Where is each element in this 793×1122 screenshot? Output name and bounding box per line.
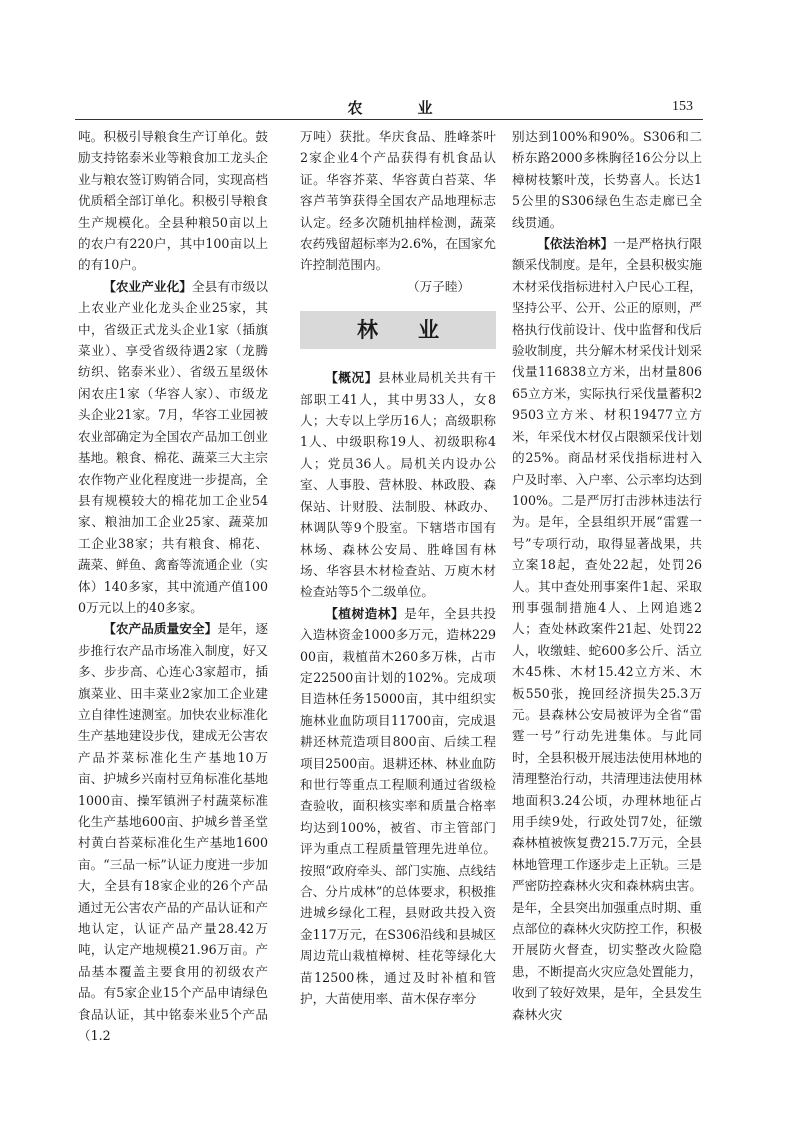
paragraph: [78, 618, 268, 1046]
paragraph-text: 是年，全县共投入造林资金1000多万元，造林22900亩，栽植苗木260多万株，占市定22500亩计划的102%。完成项目造林任务15000亩，其中组织实施林业血防项目11700亩，完成退耕还林荒造项目800亩、后续工程项目2500亩。退耕还林、林业血防和世行等重点工程顺利通过省级检查验收，面积核实率和质量合格率均达到100%，被省、市主管部门评为重点工程质量管理先进单位。按照“政府牵头、部门实施、点线结合、分片成林”的总体要求，积极推进城乡绿化工程，县财政共投入资金117万元，在S306沿线和县城区周边荒山栽植樟树、桂花等绿化大苗12500株，通过及时补植和管护，大苗使用率、苗木保存率分: [300, 605, 497, 1007]
paragraph: 别达到100%和90%。S306和二桥东路2000多株胸径16公分以上樟树枝繁叶茂，长势喜人。长达15公里的S306绿色生态走廊已全线贯通。: [512, 129, 702, 230]
paragraph: [78, 276, 268, 619]
paragraph: [300, 603, 496, 1010]
paragraph-text: 县林业局机关共有干部职工41人，其中男33人，女8人；大专以上学历16人；高级职称1人、中级职称19人、初级职称4人；党员36人。局机关内设办公室、人事股、营林股、林政股、森保站、计财股、法制股、林政办、林调队等9个股室。下辖塔市国有林场、森林公安局、胜峰国有林场、华容县木材检查站、万庾木材检查站等5个二级单位。: [300, 370, 497, 600]
author-credit: （万子睦）: [407, 278, 470, 294]
column-2: [300, 126, 496, 1062]
section-keyword: 【农业产业化】: [103, 278, 192, 294]
running-header-section: 农 业: [347, 99, 453, 117]
paragraph: 吨。积极引导粮食生产订单化。鼓励支持铭泰米业等粮食加工龙头企业与粮农签订购销合同，实现高档优质稻全部订单化。积极引导粮食生产规模化。全县种粮50亩以上的农户有220户，其中100亩以上的有10户。: [78, 129, 268, 273]
section-keyword: 【植树造林】: [325, 605, 405, 621]
paragraph-text: 是年，逐步推行农产品市场准入制度，好又多、步步高、心连心3家超市，插旗菜业、田丰菜业2家加工企业建立自律性速测室。加快农业标准化生产基地建设步伐，建成无公害农产品芥菜标准化生产基地10万亩、护城乡兴南村豆角标准化基地1000亩、操军镇洲子村蔬菜标准化生产基地600亩、护城乡普圣堂村黄白苔菜标准化生产基地1600亩。“三品一标”认证力度进一步加大，全县有18家企业的26个产品通过无公害农产品的产品认证和产地认定，认证产品产量28.42万吨，认定产地规模21.96万亩。产品基本覆盖主要食用的初级农产品。有5家企业15个产品申请绿色食品认证，其中铭泰米业5个产品（1.2: [78, 621, 269, 1044]
paragraph: [300, 367, 496, 602]
paragraph-text: 全县有市级以上农业产业化龙头企业25家，其中，省级正式龙头企业1家（插旗菜业）、享受省级待遇2家（龙腾纺织、铭泰米业）、省级五星级休闲农庄1家（华容人家）、市级龙头企业21家。7月，华容工业园被农业部确定为全国农产品加工创业基地。粮食、棉花、蔬菜三大主宗农作物产业化程度进一步提高，全县有规模较大的棉花加工企业54家、粮油加工企业25家、蔬菜加工企业38家；共有粮食、棉花、蔬菜、鲜鱼、禽畜等流通企业（实体）140多家，其中流通产值1000万元以上的40多家。: [78, 278, 269, 615]
page-number: 153: [672, 99, 693, 114]
section-keyword: 【农产品质量安全】: [103, 621, 218, 637]
column-1: [78, 126, 268, 1062]
section-title-banner: 林业: [300, 311, 496, 349]
section-keyword: 【概况】: [325, 370, 378, 386]
header-rule: [75, 119, 703, 120]
paragraph: [512, 233, 702, 1025]
section-keyword: 【依法治林】: [537, 236, 614, 252]
column-3: [512, 126, 702, 1062]
paragraph: 万吨）获批。华庆食品、胜峰茶叶2家企业4个产品获得有机食品认证。华容芥菜、华容黄白苔菜、华容芦苇笋获得全国农产品地理标志认定。经多次随机抽样检测，蔬菜农药残留超标率为2.6%，在国家允许控制范围内。: [300, 129, 496, 273]
paragraph-text: 一是严格执行限额采伐制度。是年，全县积极实施木材采伐指标进村入户民心工程，坚持公平、公开、公正的原则，严格执行伐前设计、伐中监督和伐后验收制度，共分解木材采伐计划采伐量116838立方米，出材量80665立方米，实际执行采伐量蓄积29503立方米、材积19477立方米，年采伐木材仅占限额采伐计划的25%。商品材采伐指标进村入户及时率、入户率、公示率均达到100%。二是严厉打击涉林违法行为。是年，全县组织开展“雷霆一号”专项行动，取得显著战果，共立案18起，查处22起，处罚26人。其中查处刑事案件1起、采取刑事强制措施4人、上网追逃2人；查处林政案件21起、处罚22人，收缴蛙、蛇600多公斤、活立木45株、木材15.42立方米、木板550张，挽回经济损失25.3万元。县森林公安局被评为全省“雷霆一号”行动先进集体。与此同时，全县积极开展违法使用林地的清理整治行动，共清理违法使用林地面积3.24公顷，办理林地征占用手续9处，行政处罚7处，征缴森林植被恢复费215.7万元，全县林地管理工作逐步走上正轨。三是严密防控森林火灾和森林病虫害。是年，全县突出加强重点时期、重点部位的森林火灾防控工作，积极开展防火督查，切实整改火险隐患，不断提高火灾应急处置能力，收到了较好效果，是年，全县发生森林火灾: [512, 236, 703, 1022]
